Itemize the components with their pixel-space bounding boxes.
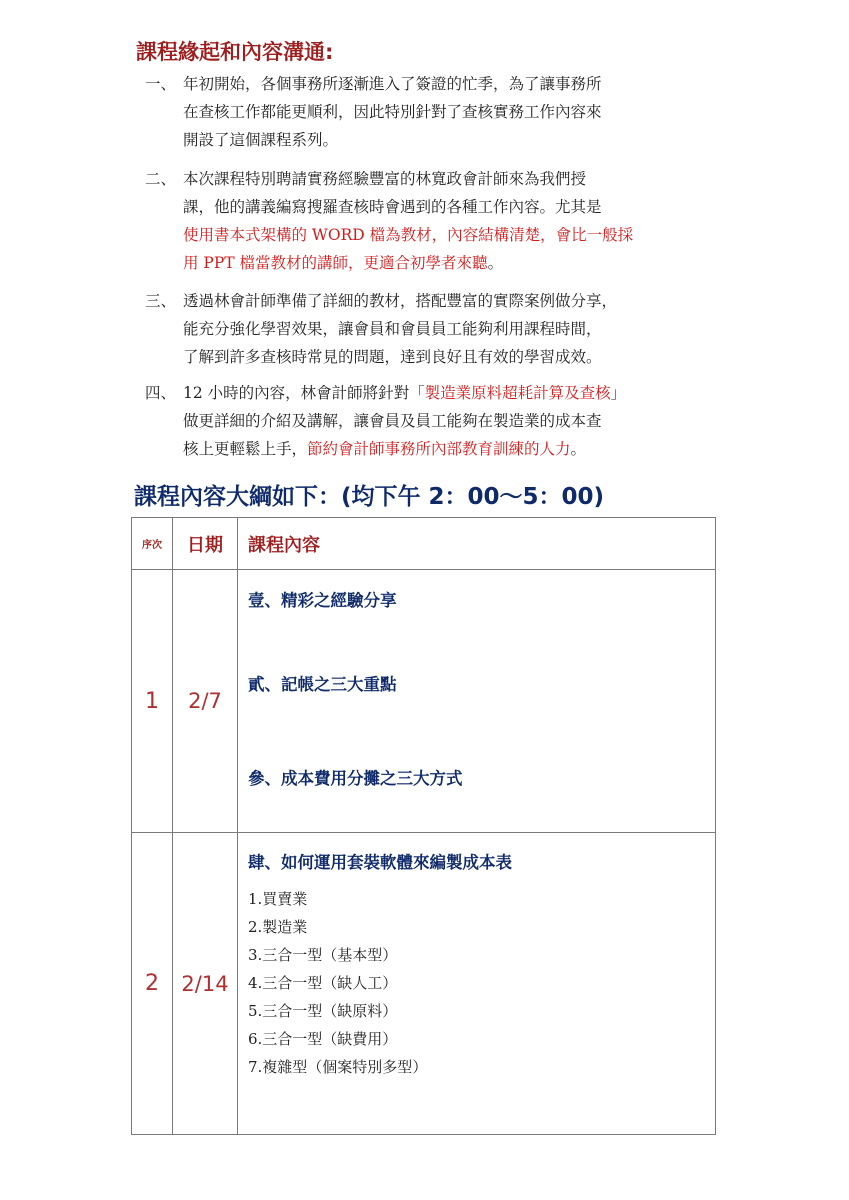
sub-item: 3.三合一型（基本型） bbox=[248, 946, 398, 964]
paragraph-number: 四、 bbox=[145, 384, 177, 402]
text-segment: 做更詳細的介紹及講解，讓會員及員工能夠在製造業的成本查 bbox=[183, 412, 602, 430]
numbered-paragraph bbox=[145, 379, 745, 463]
text-segment: 了解到許多查核時常見的問題，達到良好且有效的學習成效。 bbox=[183, 348, 602, 366]
sub-item: 5.三合一型（缺原料） bbox=[248, 1002, 398, 1020]
paragraph-line bbox=[145, 221, 745, 249]
text-segment: 12 小時的內容，林會計師將針對「 bbox=[183, 384, 425, 402]
paragraph-line bbox=[145, 70, 745, 98]
paragraph-line bbox=[145, 98, 745, 126]
sub-item: 1.買賣業 bbox=[248, 890, 308, 908]
table-header-row bbox=[132, 518, 716, 570]
sub-item: 2.製造業 bbox=[248, 918, 308, 936]
text-segment: 。 bbox=[487, 254, 504, 272]
section-title-course-origin: 課程緣起和內容溝通: bbox=[136, 40, 334, 64]
header-date: 日期 bbox=[173, 518, 238, 570]
paragraph-line bbox=[145, 343, 745, 371]
table-row bbox=[132, 833, 716, 1135]
text-segment: 能充分強化學習效果，讓會員和會員員工能夠利用課程時間， bbox=[183, 320, 602, 338]
paragraph-line bbox=[145, 435, 745, 463]
numbered-paragraph bbox=[145, 165, 745, 277]
row-date: 2/14 bbox=[173, 833, 238, 1135]
text-segment: 」 bbox=[610, 384, 627, 402]
row-content bbox=[238, 570, 716, 833]
row-seq: 1 bbox=[132, 570, 173, 833]
paragraph-line bbox=[145, 165, 745, 193]
paragraph-number: 三、 bbox=[145, 292, 177, 310]
table-row bbox=[132, 570, 716, 833]
numbered-paragraph bbox=[145, 287, 745, 371]
row-date: 2/7 bbox=[173, 570, 238, 833]
text-segment: 本次課程特別聘請實務經驗豐富的林寬政會計師來為我們授 bbox=[183, 170, 587, 188]
row-seq: 2 bbox=[132, 833, 173, 1135]
highlighted-text: 用 PPT 檔當教材的講師，更適合初學者來聽 bbox=[183, 254, 488, 272]
text-segment: 開設了這個課程系列。 bbox=[183, 131, 339, 149]
paragraph-line bbox=[145, 315, 745, 343]
paragraph-line bbox=[145, 287, 745, 315]
text-segment: 在查核工作都能更順利，因此特別針對了查核實務工作內容來 bbox=[183, 103, 602, 121]
paragraph-line bbox=[145, 193, 745, 221]
sub-item: 4.三合一型（缺人工） bbox=[248, 974, 398, 992]
text-segment: 透過林會計師準備了詳細的教材，搭配豐富的實際案例做分享， bbox=[183, 292, 618, 310]
paragraph-line bbox=[145, 379, 745, 407]
paragraph-line bbox=[145, 407, 745, 435]
header-seq: 序次 bbox=[132, 518, 173, 570]
topic-item: 壹、精彩之經驗分享 bbox=[248, 591, 397, 610]
paragraph-number: 一、 bbox=[145, 75, 177, 93]
text-segment: 。 bbox=[570, 440, 587, 458]
paragraph-line bbox=[145, 249, 745, 277]
topic-item: 肆、如何運用套裝軟體來編製成本表 bbox=[248, 853, 512, 872]
row-content bbox=[238, 833, 716, 1135]
section-title-outline: 課程內容大綱如下：(均下午 2：00～5：00) bbox=[134, 484, 605, 510]
sub-item: 7.複雜型（個案特別多型） bbox=[248, 1058, 428, 1076]
topic-item: 貳、記帳之三大重點 bbox=[248, 675, 397, 694]
text-segment: 核上更輕鬆上手， bbox=[183, 440, 308, 458]
paragraph-line bbox=[145, 126, 745, 154]
highlighted-text: 使用書本式架構的 WORD 檔為教材，內容結構清楚，會比一般採 bbox=[183, 226, 634, 244]
course-outline-table bbox=[131, 517, 716, 1135]
paragraph-number: 二、 bbox=[145, 170, 177, 188]
numbered-paragraph bbox=[145, 70, 745, 154]
topic-item: 參、成本費用分攤之三大方式 bbox=[248, 769, 463, 788]
text-segment: 課，他的講義編寫搜羅查核時會遇到的各種工作內容。尤其是 bbox=[183, 198, 602, 216]
highlighted-text: 製造業原料超耗計算及查核 bbox=[424, 384, 611, 402]
sub-item: 6.三合一型（缺費用） bbox=[248, 1030, 398, 1048]
highlighted-text: 節約會計師事務所內部教育訓練的人力 bbox=[307, 440, 571, 458]
header-content: 課程內容 bbox=[238, 518, 716, 570]
text-segment: 年初開始，各個事務所逐漸進入了簽證的忙季，為了讓事務所 bbox=[183, 75, 602, 93]
